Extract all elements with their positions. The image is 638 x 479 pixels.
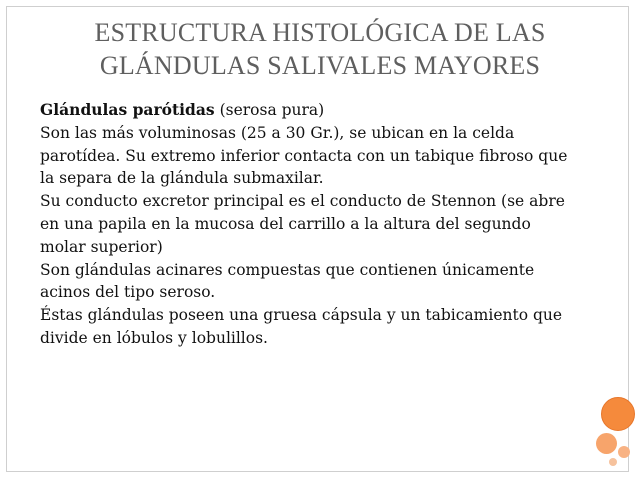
- paragraph-2: Su conducto excretor principal es el conducto de Stennon (se abre en una papila en la mucosa del carrillo a la altura del segundo molar superior): [40, 192, 565, 256]
- decorative-circle-tiny: [609, 458, 617, 466]
- intro-line: [40, 99, 580, 122]
- intro-suffix: (serosa pura): [214, 101, 325, 119]
- paragraph-4: Éstas glándulas poseen una gruesa cápsula y un tabicamiento que divide en lóbulos y lobulillos.: [40, 306, 563, 347]
- decorative-circle-small: [618, 446, 630, 458]
- decorative-circle-medium: [596, 433, 617, 454]
- paragraph-3: Son glándulas acinares compuestas que contienen únicamente acinos del tipo seroso.: [40, 260, 535, 302]
- slide-title-line-2: GLÁNDULAS SALIVALES MAYORES: [99, 51, 541, 80]
- intro-heading: Glándulas parótidas: [40, 100, 215, 119]
- paragraph-1: Son las más voluminosas (25 a 30 Gr.), se ubican en la celda parotídea. Su extremo inferior contacta con un tabique fibroso que la separa de la glándula submaxilar.: [40, 123, 568, 188]
- slide-title: [40, 16, 600, 82]
- slide-body: [40, 99, 580, 350]
- decorative-circle-large: [601, 397, 635, 431]
- slide-title-line-1: ESTRUCTURA HISTOLÓGICA DE LAS: [94, 18, 546, 47]
